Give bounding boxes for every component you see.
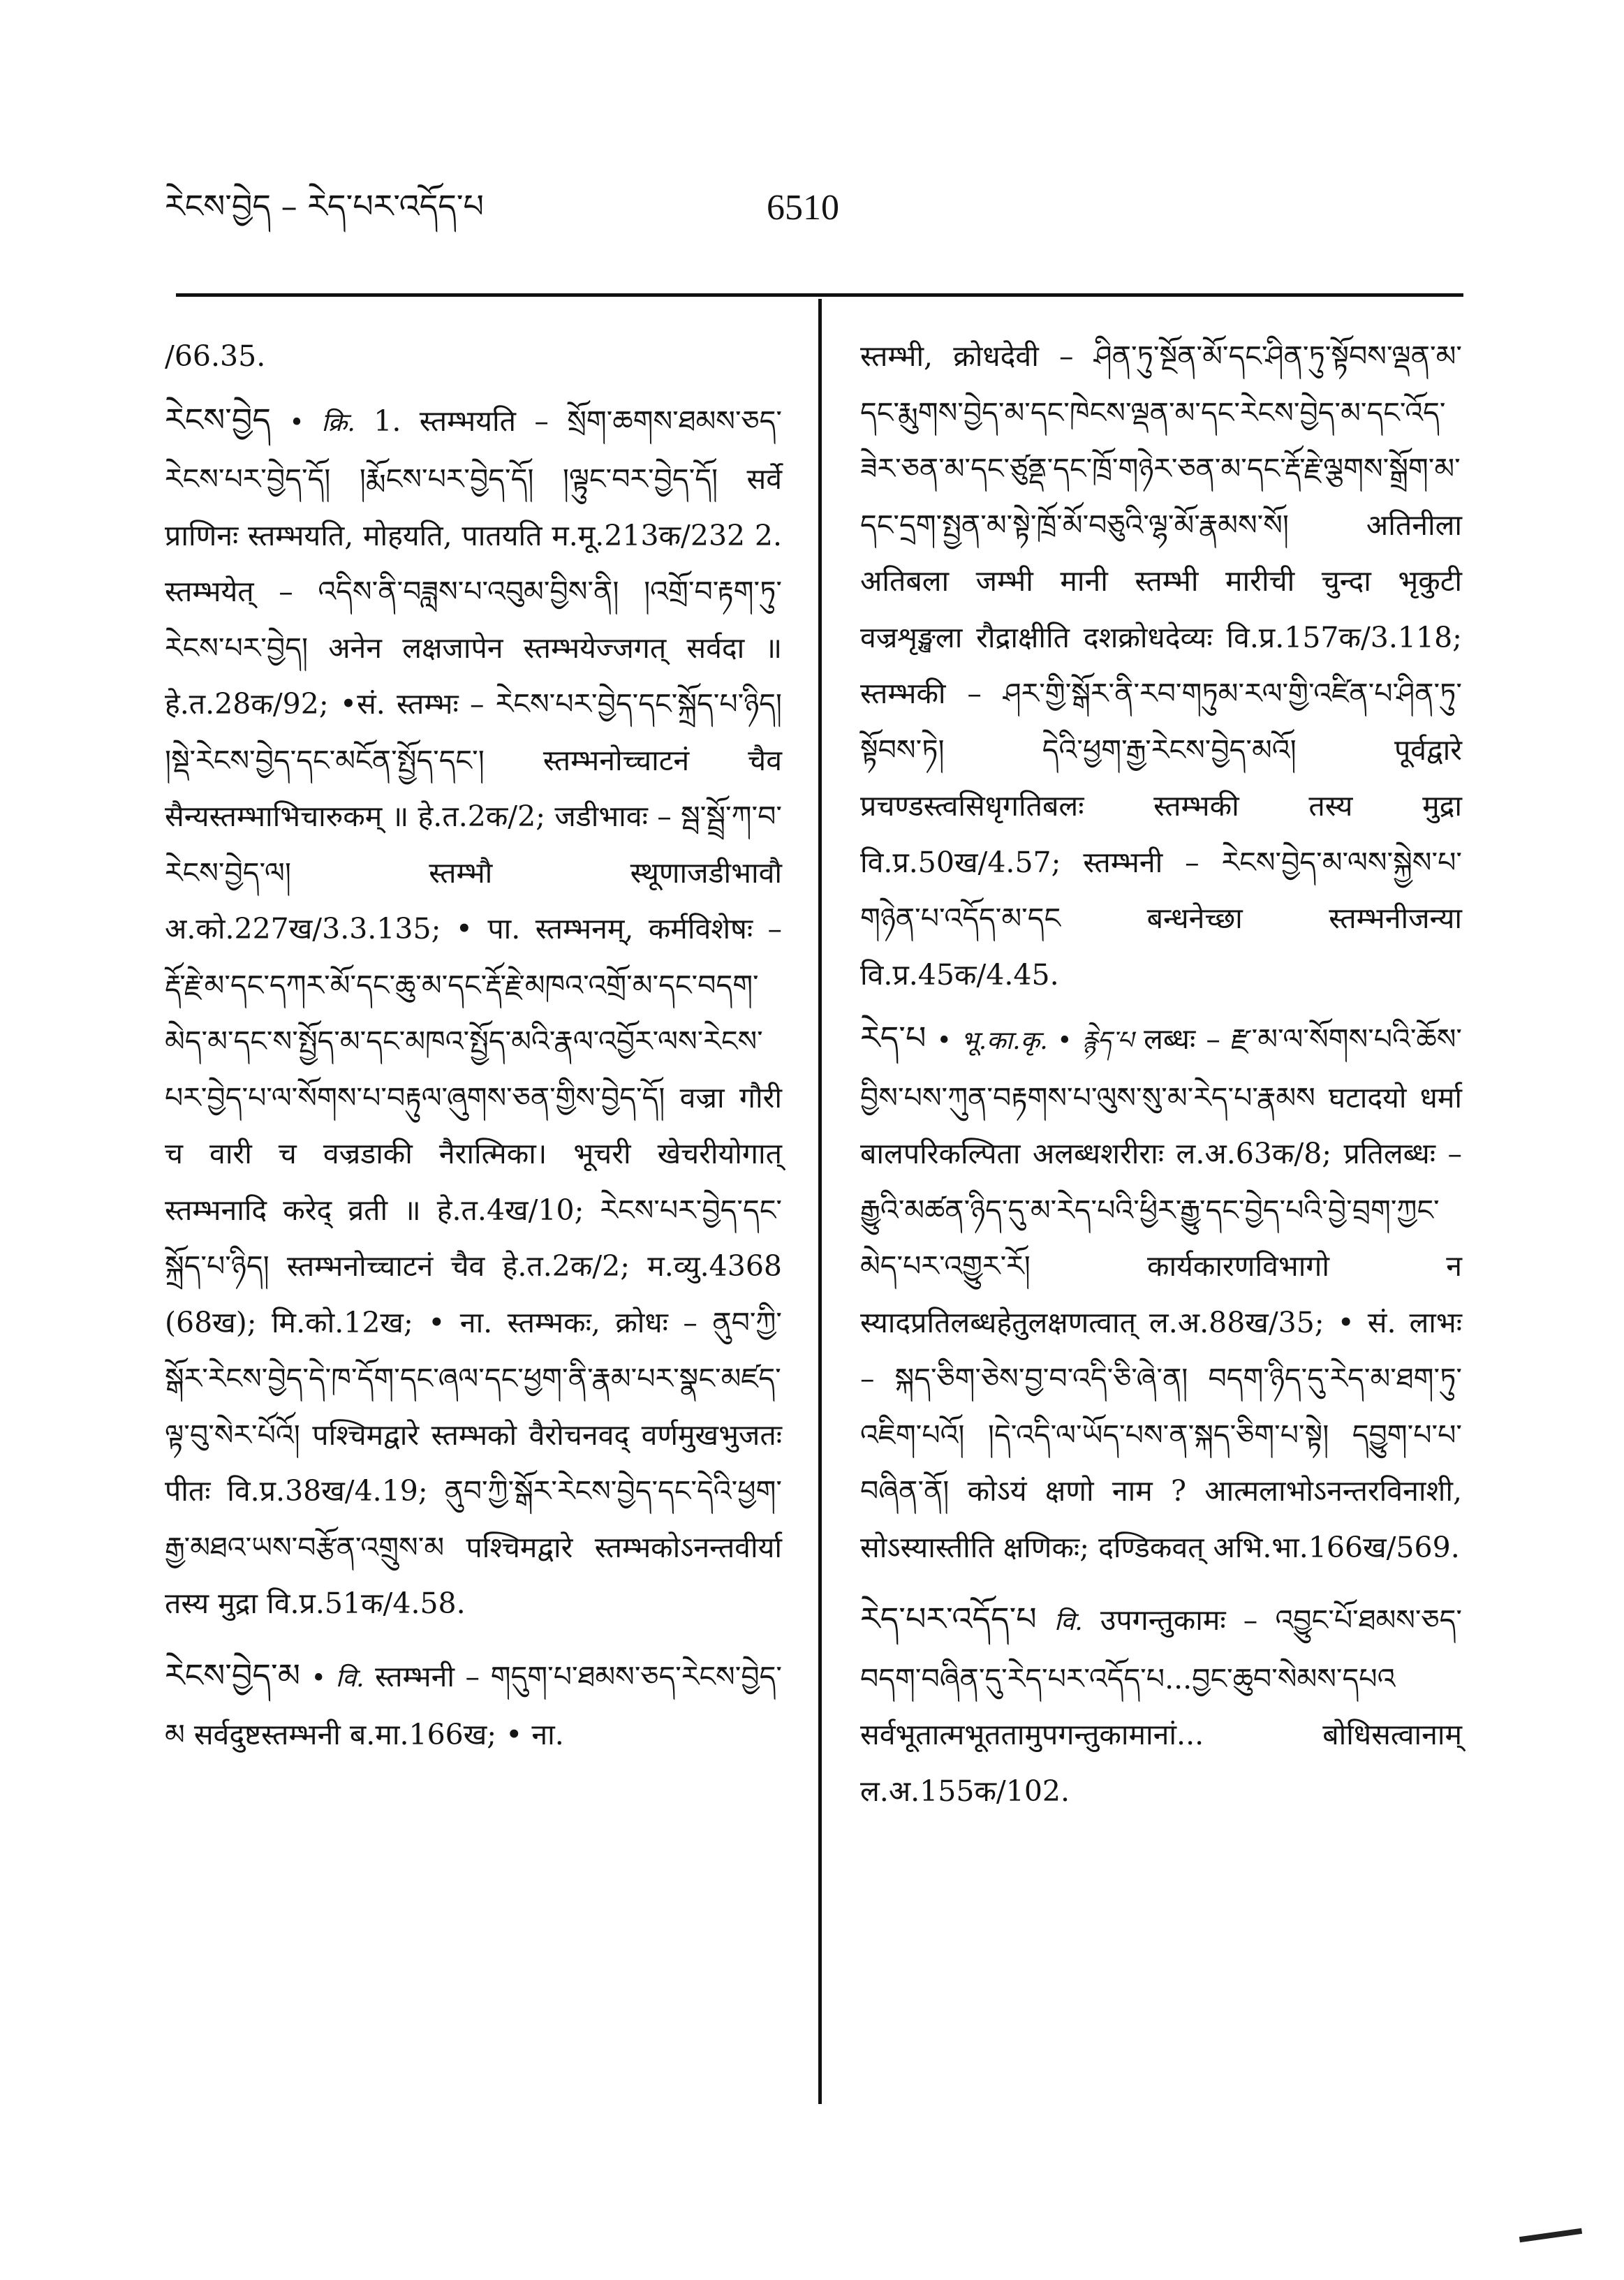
header-rule [176,293,1463,297]
dictionary-entry [860,1591,1462,1819]
entry-text: उपगन्तुकामः – འབྱུང་པོ་ཐམས་ཅད་བདག་བཞིན་དུ་རེད་པར་འདོད་པ...བྱང་ཆུབ་སེམས་དཔའ सर्वभूतात्मभूततामुपगन्तुकामानां... बोधिसत्वानाम् ल.अ.155क/102. [860,1603,1462,1808]
entry-headword: རེད་པར་འདོད་པ [860,1600,1037,1638]
dictionary-entry [165,328,782,385]
entry-text: /66.35. [165,339,266,373]
entry-text: लब्धः – རྫ་མ་ལ་སོགས་པའི་ཆོས་བྱིས་པས་ཀུན་བརྟགས་པ་ལུས་སུ་མ་རེད་པ་རྣམས घटादयो धर्मा बालपरिकल्पिता अलब्धशरीराः ल.अ.63क/8; प्रतिलब्धः – རྒྱུའི་མཚན་ཉིད་དུ་མ་རེད་པའི་ཕྱིར་རྒྱུ་དང་བྱེད་པའི་བྱེ་བྲག་ཀྱང་མེད་པར་འགྱུར་རོ། कार्यकारणविभागो न स्यादप्रतिलब्धहेतुलक्षणत्वात् ल.अ.88ख/35; • सं. लाभः – སྐད་ཅིག་ཅེས་བྱ་བ་འདི་ཅི་ཞེ་ན། བདག་ཉིད་དུ་རེད་མ་ཐག་ཏུ་འཇིག་པའོ། །དེ་འདི་ལ་ཡོད་པས་ན་སྐད་ཅིག་པ་སྟེ། དབྱུག་པ་པ་བཞིན་ནོ། कोऽयं क्षणो नाम ? आत्मलाभोऽनन्तरविनाशी, सोऽस्यास्तीति क्षणिकः; दण्डिकवत् अभि.भा.166ख/569. [860,1022,1462,1564]
entry-headword: རེད་པ [860,1019,927,1057]
entry-headword: རེངས་བྱེད་མ [165,1656,300,1694]
scan-mark [1519,2228,1582,2242]
entry-text: स्तम्भी, क्रोधदेवी – ཤིན་ཏུ་སྔོན་མོ་དང་ཤིན་ཏུ་སྟོབས་ལྡན་མ་དང་རྨུགས་བྱེད་མ་དང་ཁེངས་ལྡན་མ་དང་རེངས་བྱེད་མ་དང་འོད་ཟེར་ཅན་མ་དང་ཙུནྡ་དང་ཁྲོ་གཉེར་ཅན་མ་དང་རྡོ་རྗེ་ལྕགས་སྒྲོག་མ་དང་དྲག་སྤྱན་མ་སྟེ་ཁྲོ་མོ་བཅུའི་ལྷ་མོ་རྣམས་སོ། अतिनीला अतिबला जम्भी मानी स्तम्भी मारीची चुन्दा भृकुटी वज्रशृङ्खला रौद्राक्षीति दशक्रोधदेव्यः वि.प्र.157क/3.118; स्तम्भकी – ཤར་གྱི་སྒོར་ནི་རབ་གཏུམ་རལ་གྱི་འཛིན་པ་ཤིན་ཏུ་སྟོབས་ཏེ། དེའི་ཕྱག་རྒྱ་རེངས་བྱེད་མའོ། पूर्वद्वारे प्रचण्डस्त्वसिधृगतिबलः स्तम्भकी तस्य मुद्रा वि.प्र.50ख/4.57; स्तम्भनी – རེངས་བྱེད་མ་ལས་སྐྱེས་པ་གཉེན་པ་འདོད་མ་དང बन्धनेच्छा स्तम्भनीजन्या वि.प्र.45क/4.45. [860,339,1462,992]
right-column [860,328,1462,1834]
entry-grammar-label: • क्रि. [289,408,355,437]
dictionary-entry [165,1647,782,1763]
entry-text: 1. स्तम्भयति – སྲོག་ཆགས་ཐམས་ཅད་རེངས་པར་བྱེད་དོ། །རྨོངས་པར་བྱེད་དོ། །ལྟུང་བར་བྱེད་དོ། सर्वे प्राणिनः स्तम्भयति, मोहयति, पातयति म.मू.213क/232 2. स्तम्भयेत् – འདིས་ནི་བཟླས་པ་འབུམ་བྱིས་ནི། །འགྲོ་བ་རྟག་ཏུ་རེངས་པར་བྱེད། अनेन लक्षजापेन स्तम्भयेज्जगत् सर्वदा ॥ हे.त.28क/92; •सं. स्तम्भः – རེངས་པར་བྱེད་དང་སྐྲོད་པ་ཉིད། །སྡེ་རེངས་བྱེད་དང་མངོན་སྤྱོད་དང་། स्तम्भनोच्चाटनं चैव सैन्यस्तम्भाभिचारुकम् ॥ हे.त.2क/2; जडीभावः – སྦ་སྦྲོ་ཀ་བ་རེངས་བྱེད་ལ། स्तम्भौ स्थूणाजडीभावौ अ.को.227ख/3.3.135; • पा. स्तम्भनम्, कर्मविशेषः – རྡོ་རྗེ་མ་དང་དཀར་མོ་དང་ཆུ་མ་དང་རྡོ་རྗེ་མཁའ་འགྲོ་མ་དང་བདག་མེད་མ་དང་ས་སྤྱོད་མ་དང་མཁའ་སྤྱོད་མའི་རྣལ་འབྱོར་ལས་རེངས་པར་བྱེད་པ་ལ་སོགས་པ་བརྟུལ་ཞུགས་ཅན་གྱིས་བྱེད་དོ། वज्रा गौरी च वारी च वज्रडाकी नैरात्मिका। भूचरी खेचरीयोगात् स्तम्भनादि करेद् व्रती ॥ हे.त.4ख/10; རེངས་པར་བྱེད་དང་སྐྲོད་པ་ཉིད། स्तम्भनोच्चाटनं चैव हे.त.2क/2; म.व्यु.4368 (68ख); मि.को.12ख; • ना. स्तम्भकः, क्रोधः – ནུབ་ཀྱི་སྒོར་རེངས་བྱེད་དེ་ཁ་དོག་དང་ཞལ་དང་ཕྱག་ནི་རྣམ་པར་སྣང་མཛད་ལྟ་བུ་སེར་པོའོ། पश्चिमद्वारे स्तम्भको वैरोचनवद् वर्णमुखभुजतः पीतः वि.प्र.38ख/4.19; ནུབ་ཀྱི་སྒོར་རེངས་བྱེད་དང་དེའི་ཕྱག་རྒྱ་མཐའ་ཡས་བརྩོན་འགྲུས་མ पश्चिमद्वारे स्तम्भकोऽनन्तवीर्या तस्य मुद्रा वि.प्र.51क/4.58. [165,404,782,1620]
page-number: 6510 [767,188,839,228]
column-divider [818,299,822,2104]
dictionary-entry [165,392,782,1632]
entry-grammar-label: • भू.का.कृ. • རྙེད་པ [936,1027,1133,1055]
dictionary-entry [860,1010,1462,1575]
entry-headword: རེངས་བྱེད [165,400,272,439]
entry-text: स्तम्भनी – གདུག་པ་ཐམས་ཅད་རེངས་བྱེད་མ सर्वदुष्टस्तम्भनी ब.मा.166ख; • ना. [165,1659,782,1751]
dictionary-entry [860,328,1462,1003]
left-column [165,328,782,1779]
running-header-title: རེངས་བྱེད – རེད་པར་འདོད་པ [165,187,485,225]
entry-grammar-label: वि. [1054,1608,1083,1636]
entry-grammar-label: • वि. [311,1663,364,1693]
